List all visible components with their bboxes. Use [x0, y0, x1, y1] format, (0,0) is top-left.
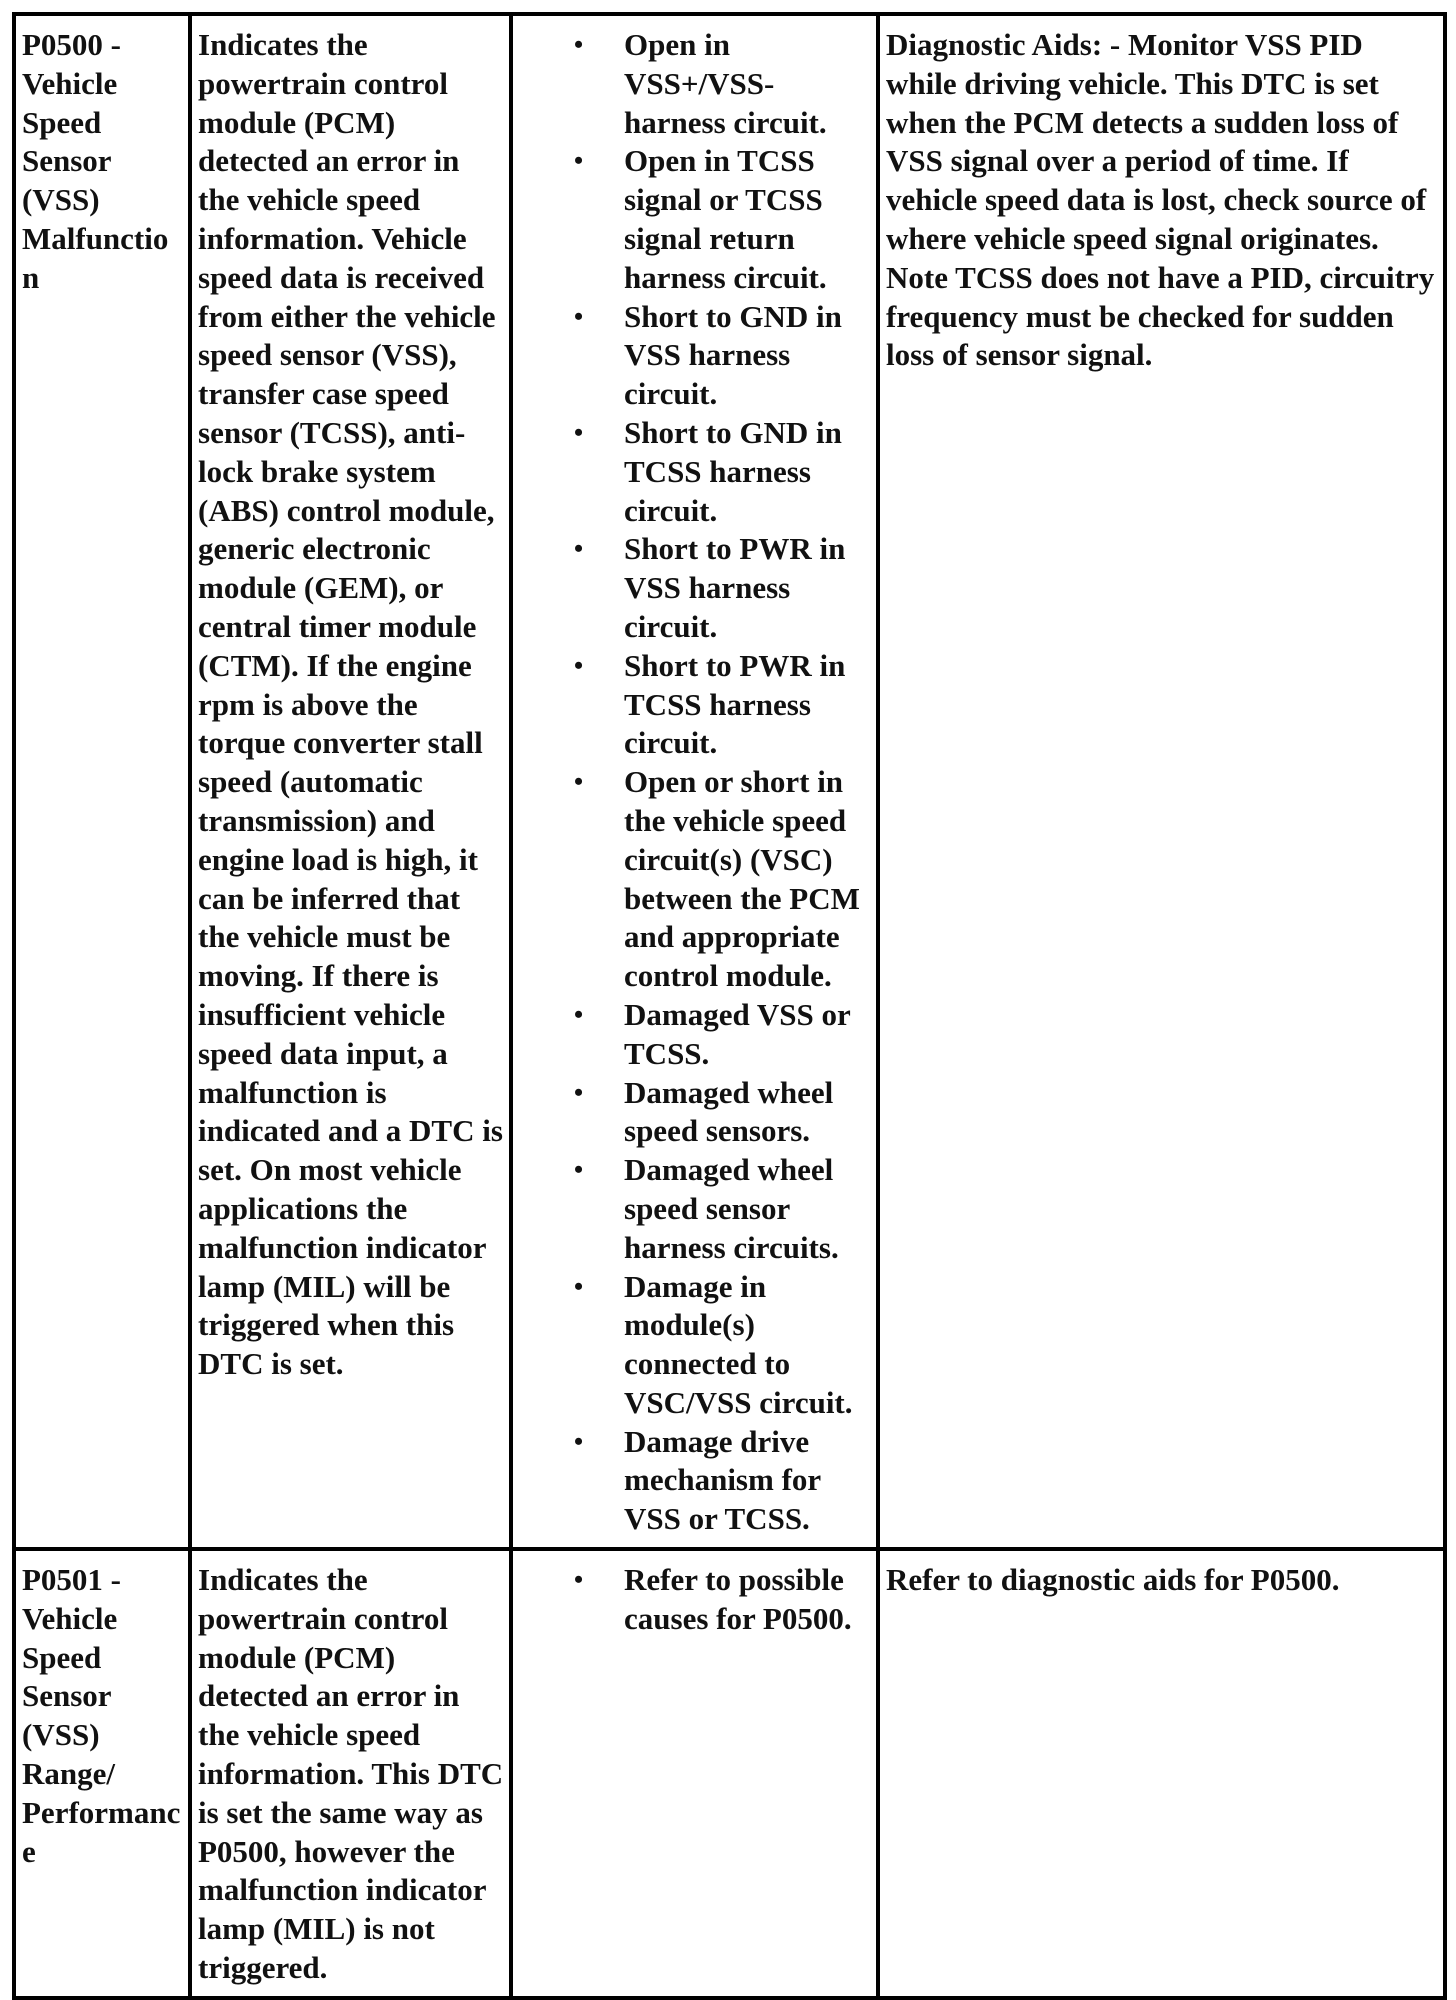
list-item	[519, 414, 872, 530]
cause-text: Short to PWR in VSS harness circuit.	[624, 531, 846, 644]
cause-list	[519, 1561, 872, 1639]
cause-text: Damage in module(s) connected to VSC/VSS circuit.	[624, 1268, 853, 1420]
list-item	[519, 1151, 872, 1267]
cause-text: Open in VSS+/VSS- harness circuit.	[624, 27, 827, 140]
list-item	[519, 763, 872, 996]
dtc-description: Indicates the powertrain control module (PCM) detected an error in the vehicle speed information. This DTC is set the same way as P0500, however the malfunction indicator lamp (MIL) is not triggered.	[190, 1549, 511, 1998]
cause-text: Open in TCSS signal or TCSS signal return harness circuit.	[624, 143, 827, 295]
list-item	[519, 996, 872, 1074]
bullet-icon: •	[574, 534, 584, 564]
dtc-code-title: P0500 - Vehicle Speed Sensor (VSS) Malfunction	[14, 14, 190, 1549]
bullet-icon: •	[574, 1565, 584, 1595]
bullet-icon: •	[574, 30, 584, 59]
table-row	[14, 1549, 1445, 1998]
cause-text: Damage drive mechanism for VSS or TCSS.	[624, 1423, 821, 1537]
bullet-icon: •	[574, 146, 584, 176]
list-item	[519, 1561, 872, 1639]
bullet-icon: •	[574, 301, 584, 331]
bullet-icon: •	[574, 1077, 584, 1107]
possible-causes	[511, 1549, 878, 1998]
cause-text: Open or short in the vehicle speed circuit(s) (VSC) between the PCM and appropriate control module.	[624, 764, 860, 994]
cause-text: Short to PWR in TCSS harness circuit.	[624, 647, 846, 761]
bullet-icon: •	[574, 767, 584, 797]
dtc-table	[12, 12, 1447, 2000]
cause-text: Short to GND in VSS harness circuit.	[624, 298, 842, 412]
dtc-code-title: P0501 - Vehicle Speed Sensor (VSS) Range/ Performance	[14, 1549, 190, 1998]
cause-text: Damaged wheel speed sensors.	[624, 1074, 834, 1149]
list-item	[519, 142, 872, 297]
cause-text: Damaged wheel speed sensor harness circuits.	[624, 1152, 839, 1265]
bullet-icon: •	[574, 650, 584, 680]
list-item	[519, 530, 872, 646]
cause-text: Short to GND in TCSS harness circuit.	[624, 414, 842, 528]
list-item	[519, 298, 872, 414]
diagnostic-aids: Refer to diagnostic aids for P0500.	[878, 1549, 1445, 1998]
possible-causes	[511, 14, 878, 1549]
list-item	[519, 647, 872, 763]
list-item	[519, 26, 872, 142]
bullet-icon: •	[574, 417, 584, 447]
cause-list	[519, 26, 872, 1539]
bullet-icon: •	[574, 1271, 584, 1301]
bullet-icon: •	[574, 999, 584, 1029]
bullet-icon: •	[574, 1426, 584, 1456]
bullet-icon: •	[574, 1155, 584, 1185]
cause-text: Damaged VSS or TCSS.	[624, 996, 851, 1071]
table-row	[14, 14, 1445, 1549]
list-item	[519, 1268, 872, 1423]
diagnostic-aids: Diagnostic Aids: - Monitor VSS PID while driving vehicle. This DTC is set when the PCM detects a sudden loss of VSS signal over a period of time. If vehicle speed data is lost, check source of where vehicle speed signal originates. Note TCSS does not have a PID, circuitry frequency must be checked for sudden loss of sensor signal.	[878, 14, 1445, 1549]
list-item	[519, 1423, 872, 1539]
cause-text: Refer to possible causes for P0500.	[624, 1562, 852, 1636]
list-item	[519, 1074, 872, 1152]
dtc-description: Indicates the powertrain control module (PCM) detected an error in the vehicle speed information. Vehicle speed data is received from either the vehicle speed sensor (VSS), transfer case speed sensor (TCSS), anti-lock brake system (ABS) control module, generic electronic module (GEM), or central timer module (CTM). If the engine rpm is above the torque converter stall speed (automatic transmission) and engine load is high, it can be inferred that the vehicle must be moving. If there is insufficient vehicle speed data input, a malfunction is indicated and a DTC is set. On most vehicle applications the malfunction indicator lamp (MIL) will be triggered when this DTC is set.	[190, 14, 511, 1549]
